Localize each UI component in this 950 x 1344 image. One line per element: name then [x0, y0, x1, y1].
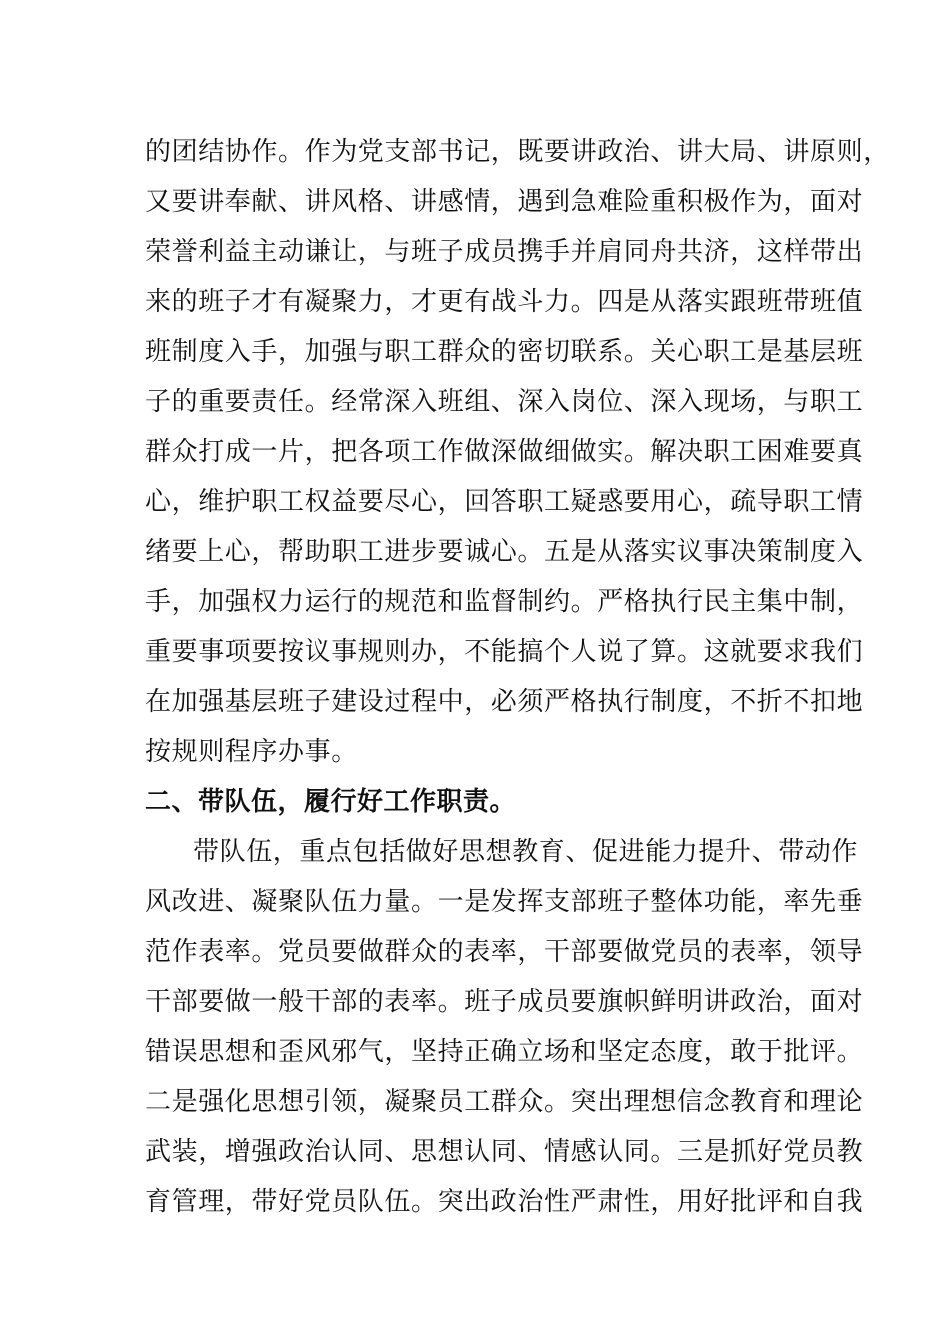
paragraph-1-line-1: 的团结协作。作为党支部书记，既要讲政治、讲大局、讲原则，	[145, 137, 890, 167]
paragraph-1-line-5: 班制度入手，加强与职工群众的密切联系。关心职工是基层班	[145, 337, 864, 367]
paragraph-1-line-7: 群众打成一片，把各项工作做深做细做实。解决职工困难要真	[145, 437, 864, 467]
paragraph-2-line-2: 风改进、凝聚队伍力量。一是发挥支部班子整体功能，率先垂	[145, 887, 864, 917]
paragraph-1-line-12: 在加强基层班子建设过程中，必须严格执行制度，不折不扣地	[145, 687, 864, 717]
paragraph-1-line-2: 又要讲奉献、讲风格、讲感情，遇到急难险重积极作为，面对	[145, 187, 864, 217]
paragraph-2-line-7: 武装，增强政治认同、思想认同、情感认同。三是抓好党员教	[145, 1137, 864, 1167]
paragraph-1-line-9: 绪要上心，帮助职工进步要诚心。五是从落实议事决策制度入	[145, 537, 864, 567]
paragraph-2-line-8: 育管理，带好党员队伍。突出政治性严肃性，用好批评和自我	[145, 1187, 864, 1217]
paragraph-1-line-4: 来的班子才有凝聚力，才更有战斗力。四是从落实跟班带班值	[145, 287, 864, 317]
paragraph-2-line-5: 错误思想和歪风邪气，坚持正确立场和坚定态度，敢于批评。	[145, 1037, 864, 1067]
paragraph-1-line-11: 重要事项要按议事规则办，不能搞个人说了算。这就要求我们	[145, 637, 864, 667]
paragraph-2-line-4: 干部要做一般干部的表率。班子成员要旗帜鲜明讲政治，面对	[145, 987, 864, 1017]
paragraph-1-line-6: 子的重要责任。经常深入班组、深入岗位、深入现场，与职工	[145, 387, 864, 417]
paragraph-1-line-3: 荣誉利益主动谦让，与班子成员携手并肩同舟共济，这样带出	[145, 237, 864, 267]
paragraph-1-line-8: 心，维护职工权益要尽心，回答职工疑惑要用心，疏导职工情	[145, 487, 864, 517]
paragraph-1-line-13: 按规则程序办事。	[145, 737, 358, 767]
paragraph-1-line-10: 手，加强权力运行的规范和监督制约。严格执行民主集中制，	[145, 587, 864, 617]
paragraph-2-line-1: 带队伍，重点包括做好思想教育、促进能力提升、带动作	[193, 837, 859, 867]
paragraph-2-line-3: 范作表率。党员要做群众的表率，干部要做党员的表率，领导	[145, 937, 864, 967]
paragraph-2-line-6: 二是强化思想引领，凝聚员工群众。突出理想信念教育和理论	[145, 1087, 864, 1117]
section-heading-2: 二、带队伍，履行好工作职责。	[145, 787, 517, 817]
